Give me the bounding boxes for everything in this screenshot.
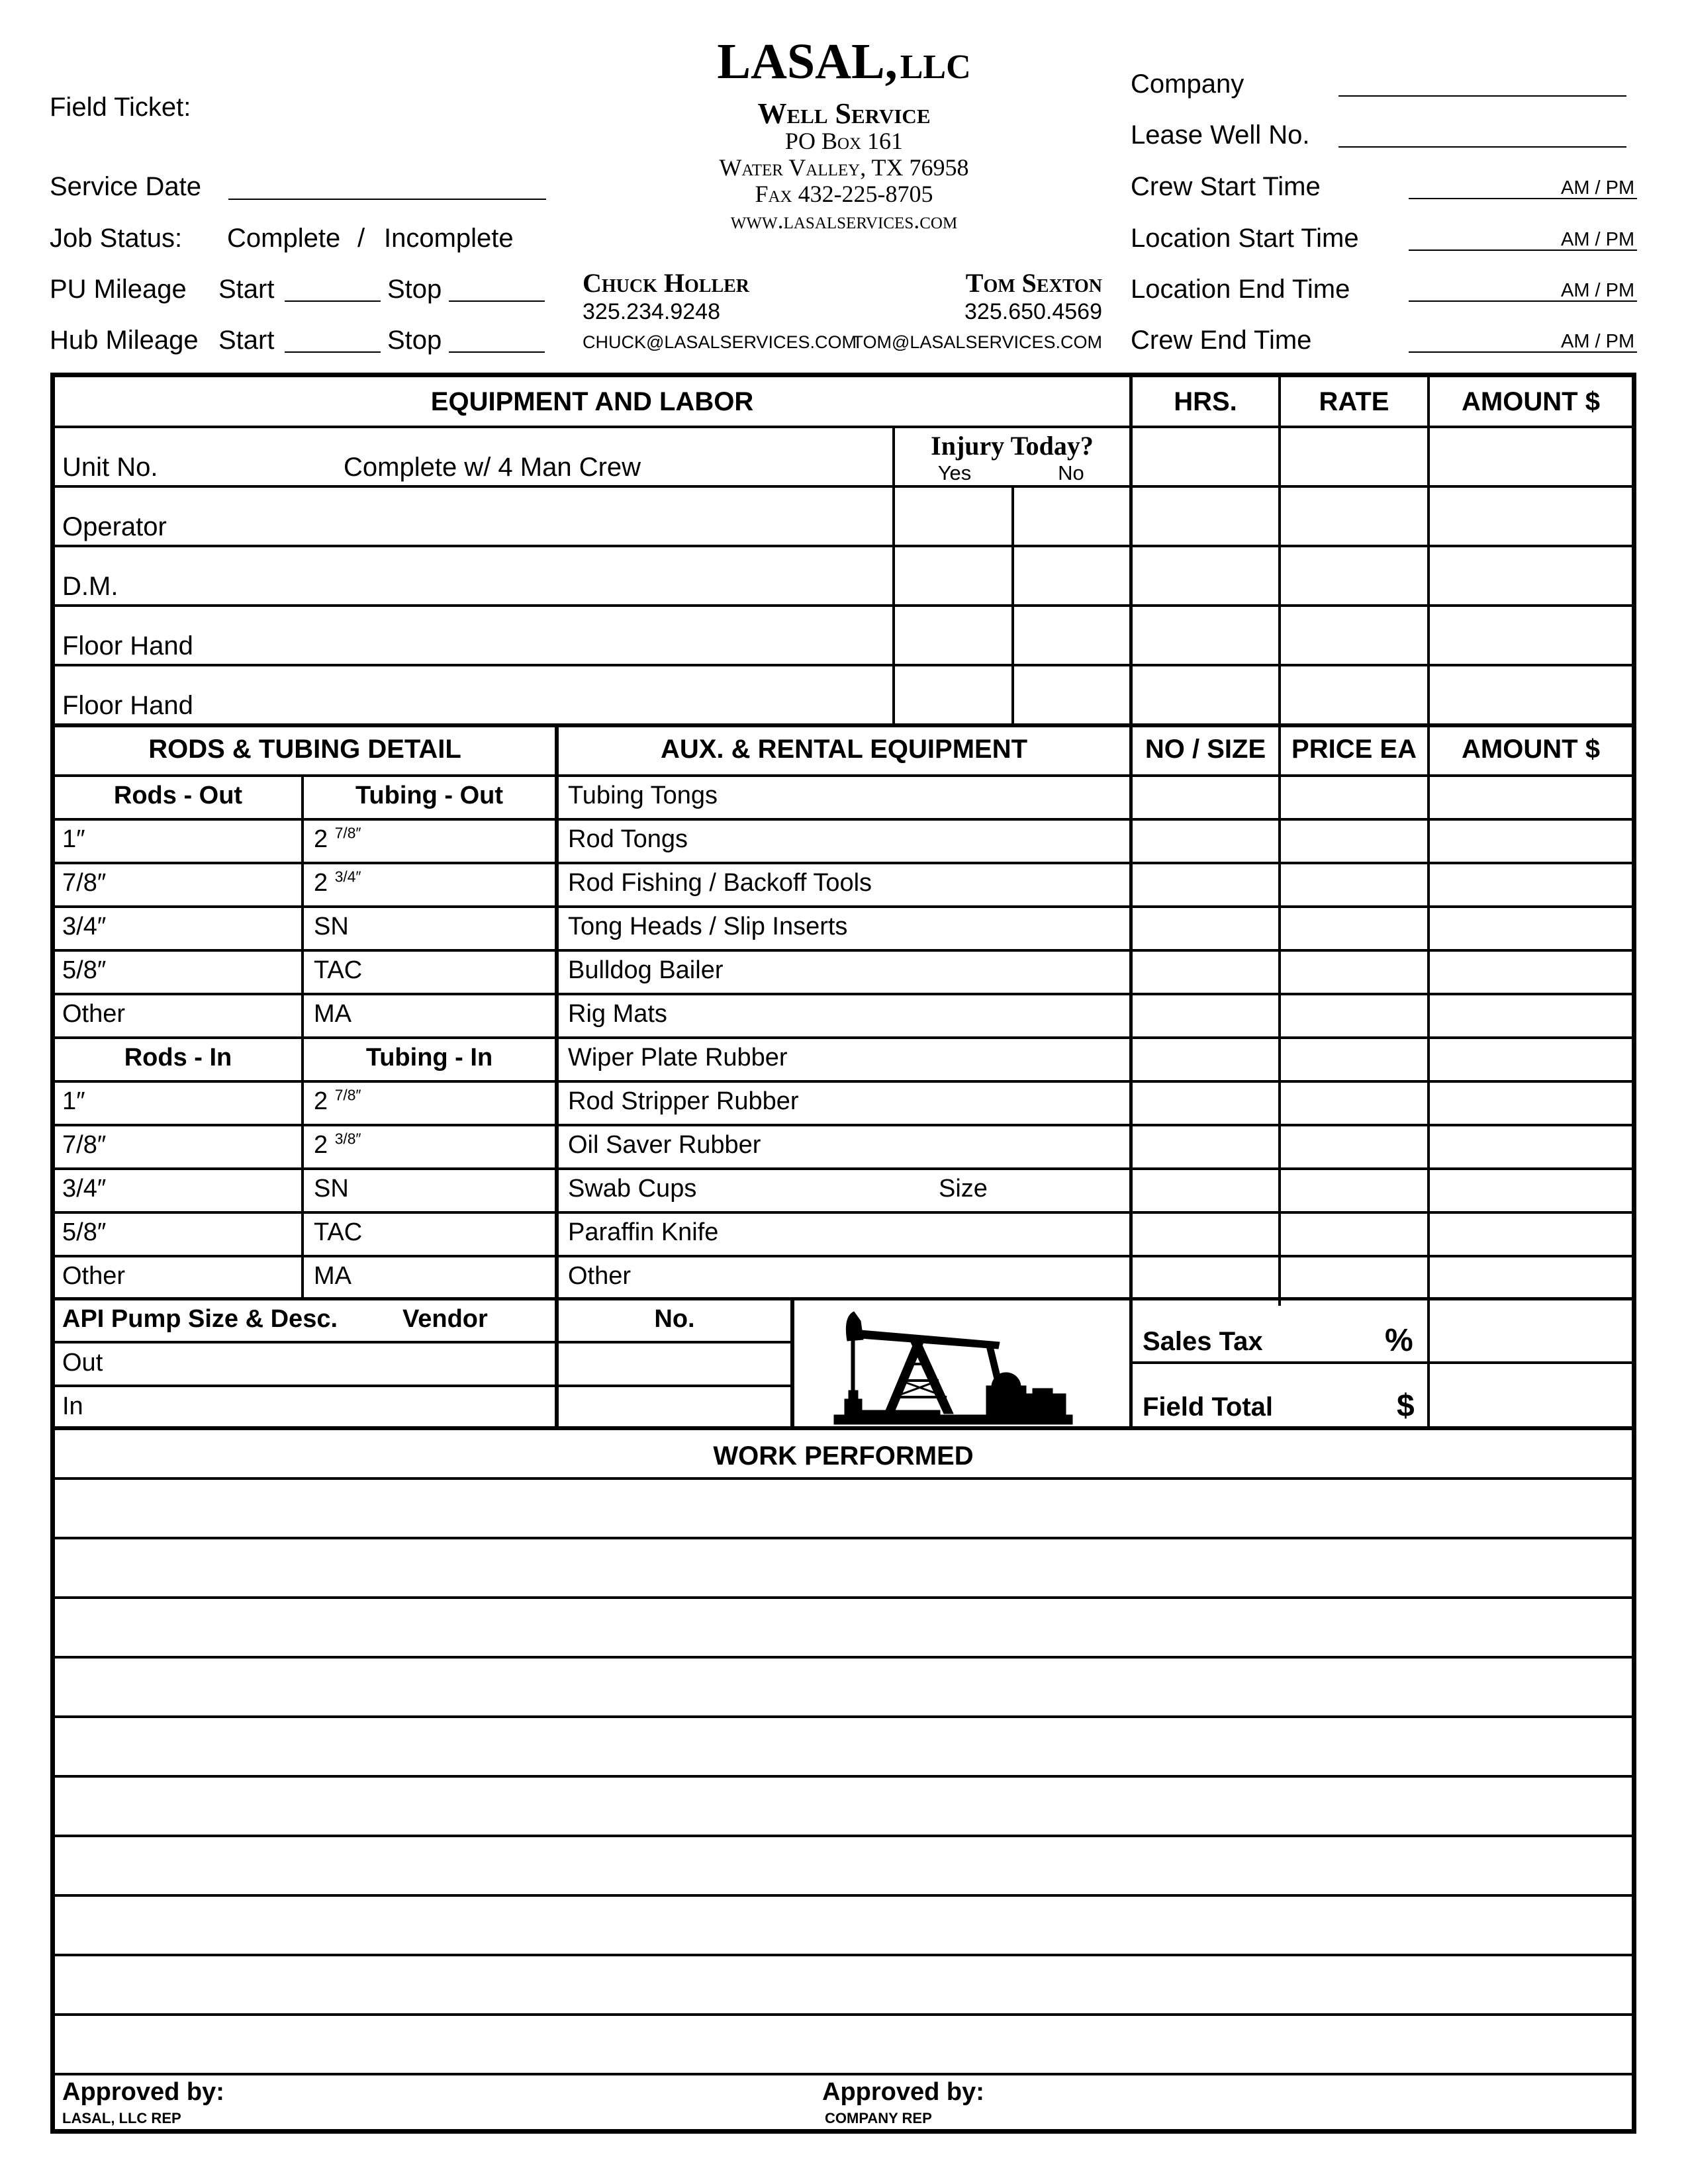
work-performed-title: WORK PERFORMED bbox=[713, 1441, 974, 1471]
sales-tax-percent: % bbox=[1385, 1323, 1413, 1358]
fax-number: Fax 432-225-8705 bbox=[755, 181, 933, 207]
lasal-rep-label: LASAL, LLC REP bbox=[62, 2110, 181, 2126]
aux-item: Bulldog Bailer bbox=[568, 956, 724, 984]
job-status-label: Job Status: bbox=[50, 224, 183, 253]
location-start-label: Location Start Time bbox=[1131, 224, 1359, 253]
dm-label: D.M. bbox=[62, 572, 118, 601]
pump-in-label: In bbox=[62, 1392, 83, 1420]
service-type: Well Service bbox=[757, 97, 931, 130]
location-end-label: Location End Time bbox=[1131, 275, 1350, 304]
rate-header: RATE bbox=[1319, 387, 1389, 416]
rods-out-header: Rods - Out bbox=[113, 782, 243, 809]
pu-start-label: Start bbox=[218, 275, 275, 304]
field-total-label: Field Total bbox=[1143, 1392, 1274, 1422]
tubing-out-size: SN bbox=[314, 913, 349, 940]
rods-in-header: Rods - In bbox=[124, 1044, 232, 1071]
tubing-out-size: 2 $^{3/4''}$ bbox=[314, 868, 361, 897]
aux-item: Rod Fishing / Backoff Tools bbox=[568, 869, 872, 897]
job-status-separator: / bbox=[357, 224, 365, 253]
vendor-label: Vendor bbox=[402, 1305, 488, 1333]
field-ticket-label: Field Ticket: bbox=[50, 93, 191, 122]
crew-label: Complete w/ 4 Man Crew bbox=[344, 453, 641, 482]
crew-start-ampm: AM / PM bbox=[1561, 177, 1635, 199]
pump-no-label: No. bbox=[654, 1305, 695, 1333]
company-name: LASAL, LLC bbox=[717, 34, 971, 89]
location-end-ampm: AM / PM bbox=[1561, 280, 1635, 301]
contact1-name: Chuck Holler bbox=[583, 268, 750, 298]
rods-tubing-title: RODS & TUBING DETAIL bbox=[148, 735, 461, 764]
hub-stop-label: Stop bbox=[387, 326, 442, 355]
crew-end-ampm: AM / PM bbox=[1561, 331, 1635, 352]
tubing-in-header: Tubing - In bbox=[365, 1044, 493, 1071]
tubing-out-size: MA bbox=[314, 1000, 352, 1028]
tubing-in-size: 2 $^{7/8''}$ bbox=[314, 1086, 361, 1115]
location-start-ampm: AM / PM bbox=[1561, 229, 1635, 250]
po-box: PO Box 161 bbox=[784, 128, 904, 154]
pu-mileage-label: PU Mileage bbox=[50, 275, 187, 304]
tubing-in-size: TAC bbox=[314, 1218, 363, 1246]
tubing-out-size: 2 $^{7/8''}$ bbox=[314, 824, 361, 853]
contact2-email: TOM@LASALSERVICES.COM bbox=[852, 332, 1102, 352]
tubing-in-size: 2 $^{3/8''}$ bbox=[314, 1130, 361, 1159]
tubing-out-size: TAC bbox=[314, 956, 363, 984]
company-rep-label: COMPANY REP bbox=[825, 2110, 932, 2126]
job-status-incomplete[interactable]: Incomplete bbox=[384, 224, 514, 253]
crew-start-label: Crew Start Time bbox=[1131, 172, 1321, 201]
sales-tax-label: Sales Tax bbox=[1143, 1327, 1263, 1356]
hub-start-field[interactable] bbox=[285, 351, 381, 353]
floor-hand-label-2: Floor Hand bbox=[62, 691, 193, 720]
aux-amount-header: AMOUNT $ bbox=[1462, 735, 1600, 764]
hub-mileage-label: Hub Mileage bbox=[50, 326, 199, 355]
contact2-name: Tom Sexton bbox=[965, 268, 1102, 298]
pu-start-field[interactable] bbox=[285, 300, 381, 302]
service-date-field[interactable] bbox=[228, 199, 546, 200]
aux-item: Rig Mats bbox=[568, 1000, 667, 1028]
rods-in-size: 7/8″ bbox=[62, 1131, 107, 1159]
pu-stop-field[interactable] bbox=[449, 300, 545, 302]
field-total-dollar: $ bbox=[1397, 1388, 1415, 1424]
floor-hand-label-1: Floor Hand bbox=[62, 631, 193, 660]
equipment-title: EQUIPMENT AND LABOR bbox=[430, 387, 754, 416]
price-ea-header: PRICE EA bbox=[1291, 735, 1417, 764]
aux-item: Other bbox=[568, 1262, 632, 1290]
tubing-in-size: MA bbox=[314, 1262, 352, 1290]
lease-well-label: Lease Well No. bbox=[1131, 120, 1310, 150]
city-address: Water Valley, TX 76958 bbox=[719, 154, 969, 181]
rods-in-size: Other bbox=[62, 1262, 126, 1290]
aux-item: Rod Stripper Rubber bbox=[568, 1087, 799, 1115]
company-label: Company bbox=[1131, 69, 1244, 99]
rods-out-size: 7/8″ bbox=[62, 869, 107, 897]
injury-yes-label: Yes bbox=[937, 461, 972, 484]
rods-out-size: 1″ bbox=[62, 825, 85, 853]
rods-out-size: 5/8″ bbox=[62, 956, 107, 984]
rods-out-size: Other bbox=[62, 1000, 126, 1028]
rods-in-size: 1″ bbox=[62, 1087, 85, 1115]
pumpjack-icon bbox=[794, 1301, 1129, 1427]
injury-no-label: No bbox=[1058, 461, 1084, 484]
amount-header: AMOUNT $ bbox=[1462, 387, 1600, 416]
operator-label: Operator bbox=[62, 512, 167, 541]
injury-today-label: Injury Today? bbox=[931, 431, 1094, 461]
approved-by-lasal: Approved by: bbox=[62, 2078, 224, 2106]
tubing-out-header: Tubing - Out bbox=[355, 782, 503, 809]
contact1-email: CHUCK@LASALSERVICES.COM bbox=[583, 332, 857, 352]
website: www.lasalservices.com bbox=[730, 207, 958, 234]
swab-size-label: Size bbox=[939, 1175, 988, 1203]
aux-item: Oil Saver Rubber bbox=[568, 1131, 761, 1159]
rods-in-size: 3/4″ bbox=[62, 1175, 107, 1203]
pu-stop-label: Stop bbox=[387, 275, 442, 304]
aux-item: Paraffin Knife bbox=[568, 1218, 719, 1246]
no-size-header: NO / SIZE bbox=[1145, 735, 1266, 764]
rods-in-size: 5/8″ bbox=[62, 1218, 107, 1246]
tubing-in-size: SN bbox=[314, 1175, 349, 1203]
unit-no-label: Unit No. bbox=[62, 453, 158, 482]
job-status-complete[interactable]: Complete bbox=[227, 224, 341, 253]
aux-item: Rod Tongs bbox=[568, 825, 688, 853]
pump-title: API Pump Size & Desc. bbox=[62, 1305, 338, 1333]
service-date-label: Service Date bbox=[50, 172, 201, 201]
rods-out-size: 3/4″ bbox=[62, 913, 107, 940]
hrs-header: HRS. bbox=[1174, 387, 1237, 416]
aux-item: Swab Cups bbox=[568, 1175, 697, 1203]
contact2-phone: 325.650.4569 bbox=[964, 299, 1102, 324]
aux-item: Tong Heads / Slip Inserts bbox=[568, 913, 848, 940]
hub-start-label: Start bbox=[218, 326, 275, 355]
crew-end-label: Crew End Time bbox=[1131, 326, 1312, 355]
pump-out-label: Out bbox=[62, 1349, 103, 1377]
aux-rental-title: AUX. & RENTAL EQUIPMENT bbox=[660, 735, 1028, 764]
aux-item: Tubing Tongs bbox=[568, 782, 718, 809]
lease-well-field[interactable] bbox=[1338, 146, 1626, 148]
approved-by-company: Approved by: bbox=[822, 2078, 984, 2106]
hub-stop-field[interactable] bbox=[449, 351, 545, 353]
contact1-phone: 325.234.9248 bbox=[583, 299, 720, 324]
company-field[interactable] bbox=[1338, 95, 1626, 97]
aux-item: Wiper Plate Rubber bbox=[568, 1044, 788, 1071]
